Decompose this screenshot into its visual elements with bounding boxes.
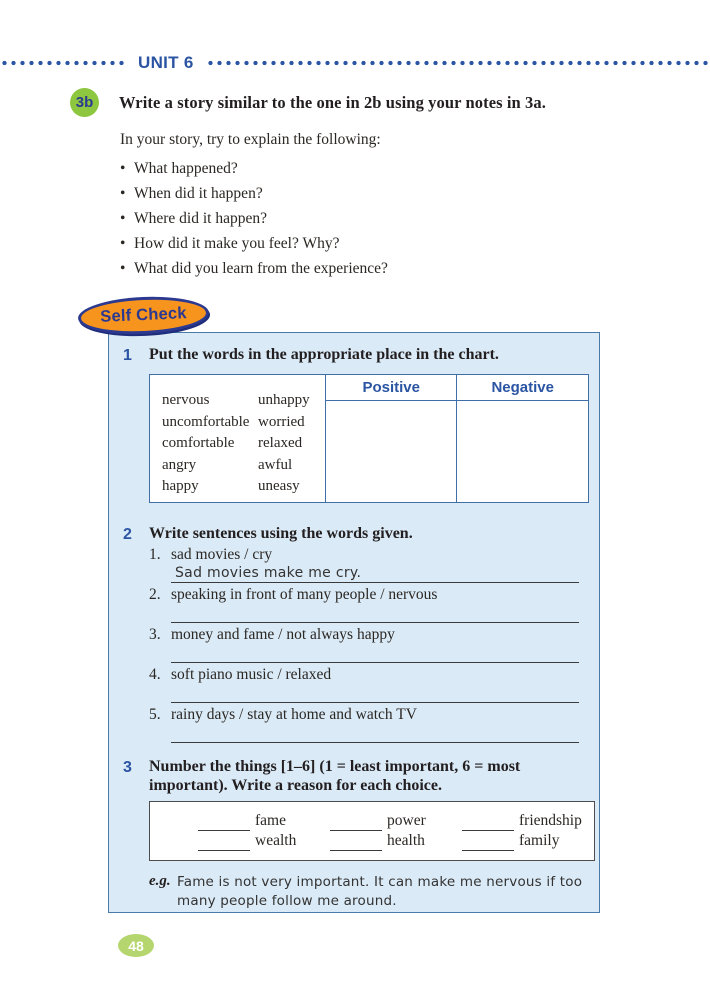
word-row	[162, 455, 315, 477]
sentence-item-4	[149, 665, 583, 703]
thing-label: wealth	[255, 832, 297, 849]
section-3	[123, 757, 583, 911]
blank-line	[198, 817, 250, 831]
thing-label: family	[519, 832, 560, 849]
blank-line	[462, 837, 514, 851]
bullet-item: • Where did it happen?	[120, 209, 660, 229]
section-3-number: 3	[123, 759, 132, 776]
blank-line	[462, 817, 514, 831]
self-check-panel	[108, 332, 600, 913]
thing-label: friendship	[519, 812, 582, 829]
section-2-title: Write sentences using the words given.	[149, 525, 413, 542]
item-number: 2.	[149, 586, 161, 603]
self-check-label: Self Check	[99, 304, 188, 326]
item-prompt: speaking in front of many people / nervous	[171, 586, 438, 603]
item-prompt: sad movies / cry	[171, 546, 273, 563]
self-check-badge	[77, 294, 209, 337]
things-box	[149, 801, 595, 861]
example-label: e.g.	[149, 873, 171, 889]
item-number: 1.	[149, 546, 161, 563]
chart-header-negative: Negative	[457, 375, 589, 401]
thing-label: power	[387, 812, 426, 829]
section-2	[123, 524, 583, 743]
thing-friendship	[462, 811, 594, 831]
word: nervous	[162, 392, 210, 408]
word: unhappy	[258, 392, 310, 408]
blank-line	[330, 817, 382, 831]
word-row	[162, 476, 315, 498]
word: angry	[162, 456, 197, 473]
unit-title: UNIT 6	[138, 53, 194, 72]
word: awful	[258, 456, 293, 473]
activity-3b	[70, 88, 660, 284]
dotted-rule-right	[206, 60, 710, 66]
sentence-item-2	[149, 585, 583, 623]
section-2-number: 2	[123, 526, 132, 543]
word-row	[162, 390, 315, 412]
things-row	[150, 811, 594, 831]
page-number-badge	[118, 934, 154, 957]
bullet-item: • How did it make you feel? Why?	[120, 234, 660, 254]
page-number: 48	[128, 937, 144, 954]
bullet-item: • What did you learn from the experience?	[120, 259, 660, 279]
section-1-title: Put the words in the appropriate place in the chart.	[149, 346, 499, 363]
answer-line: Sad movies make me cry.	[171, 564, 579, 583]
bullet-item: • When did it happen?	[120, 184, 660, 204]
activity-instruction: Write a story similar to the one in 2b using your notes in 3a.	[119, 92, 546, 112]
word-bank-cell	[150, 375, 326, 503]
chart-cell-positive	[325, 401, 457, 503]
item-number: 5.	[149, 706, 161, 723]
example-sentence	[149, 873, 609, 911]
example-text: Fame is not very important. It can make me nervous if too many people follow me around.	[177, 874, 583, 909]
activity-bullet-list	[120, 159, 660, 279]
answer-line	[171, 644, 579, 663]
dotted-rule-left	[0, 60, 126, 66]
answer-line	[171, 724, 579, 743]
thing-wealth	[198, 831, 330, 851]
item-number: 3.	[149, 626, 161, 643]
answer-line	[171, 604, 579, 623]
activity-intro: In your story, try to explain the following:	[120, 131, 381, 148]
item-number: 4.	[149, 666, 161, 683]
section-1-number: 1	[123, 347, 132, 364]
chart-header-positive: Positive	[325, 375, 457, 401]
word: worried	[258, 413, 305, 430]
item-prompt: rainy days / stay at home and watch TV	[171, 706, 417, 723]
word: uneasy	[258, 478, 300, 494]
bullet-item: • What happened?	[120, 159, 660, 179]
blank-line	[198, 837, 250, 851]
section-1	[123, 345, 583, 503]
word-row	[162, 433, 315, 455]
section-3-title: Number the things [1–6] (1 = least important, 6 = most important). Write a reason for each choice.	[149, 758, 521, 794]
word-row	[162, 412, 315, 434]
item-prompt: soft piano music / relaxed	[171, 666, 332, 683]
blank-line	[330, 837, 382, 851]
activity-number-badge: 3b	[70, 88, 99, 117]
item-prompt: money and fame / not always happy	[171, 626, 395, 643]
words-chart	[149, 374, 589, 503]
thing-label: fame	[255, 812, 286, 829]
word: uncomfortable	[162, 413, 250, 430]
thing-family	[462, 831, 594, 851]
thing-label: health	[387, 832, 425, 849]
answer-line	[171, 684, 579, 703]
unit-header	[0, 54, 710, 72]
sentence-item-1	[149, 545, 583, 583]
word: relaxed	[258, 435, 303, 451]
thing-health	[330, 831, 462, 851]
thing-fame	[198, 811, 330, 831]
things-row	[150, 831, 594, 851]
thing-power	[330, 811, 462, 831]
word: happy	[162, 478, 199, 494]
word: comfortable	[162, 435, 235, 451]
sentence-item-3	[149, 625, 583, 663]
chart-cell-negative	[457, 401, 589, 503]
activity-3b-header	[70, 88, 660, 117]
sentence-item-5	[149, 705, 583, 743]
